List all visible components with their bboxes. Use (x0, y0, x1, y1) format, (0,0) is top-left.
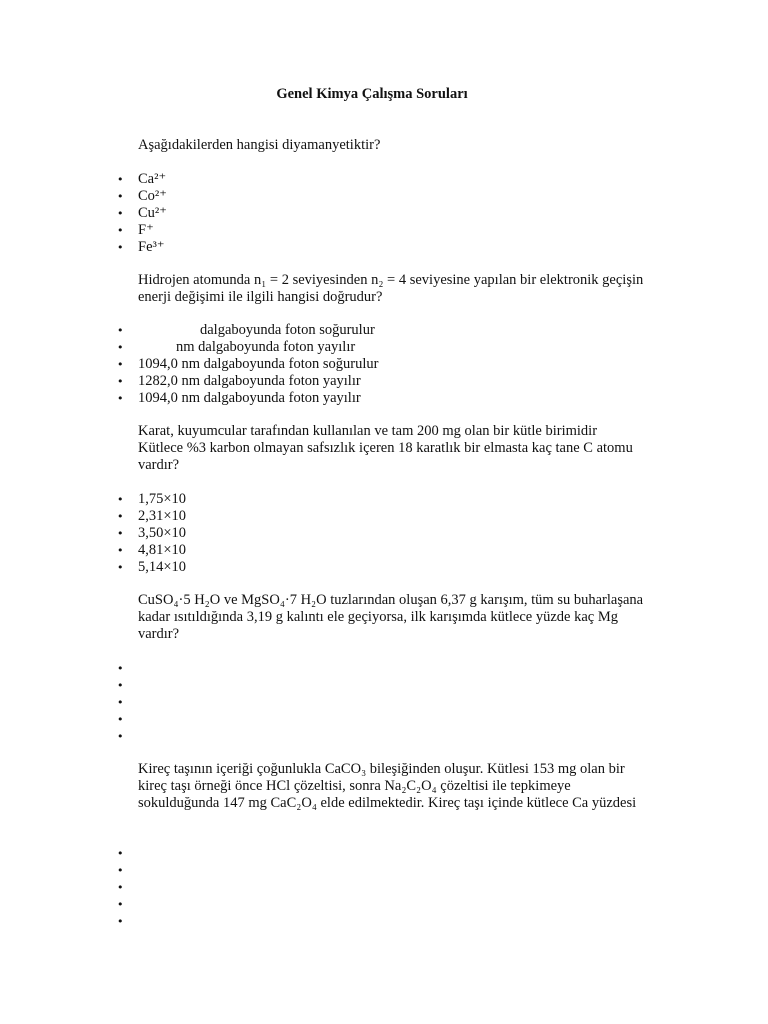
question-3-line-3: vardır? (138, 457, 180, 473)
option-item: • 3,50×10 (138, 525, 186, 542)
question-4-text (138, 592, 683, 643)
option-item: • F⁺ (138, 222, 167, 239)
question-3-text (138, 423, 683, 474)
question-3-line-1: Karat, kuyumcular tarafından kullanılan ve tam 200 mg olan bir kütle birimidir (138, 423, 598, 439)
question-1-text: Aşağıdakilerden hangisi diyamanyetiktir? (138, 137, 381, 153)
option-item: • Cu²⁺ (138, 205, 167, 222)
question-5-line-2: kireç taşı örneği önce HCl çözeltisi, sonra Na₂C₂O₄ çözeltisi ile tepkimeye (138, 778, 571, 794)
question-3-options (138, 491, 186, 576)
option-item: • 5,14×10 (138, 559, 186, 576)
question-4-line-2: kadar ısıtıldığında 3,19 g kalıntı ele geçiyorsa, ilk karışımda kütlece yüzde kaç Mg (138, 609, 618, 625)
question-3-line-2: Kütlece %3 karbon olmayan safsızlık içeren 18 karatlık bir elmasta kaç tane C atomu (138, 440, 633, 456)
question-2-line-2: enerji değişimi ile ilgili hangisi doğrudur? (138, 289, 383, 305)
question-2-text (138, 272, 683, 306)
question-4-line-3: vardır? (138, 626, 180, 642)
question-5-line-1: Kireç taşının içeriği çoğunlukla CaCO₃ bileşiğinden oluşur. Kütlesi 153 mg olan bir (138, 761, 625, 777)
question-2-options (138, 322, 378, 407)
document-title: Genel Kimya Çalışma Soruları (276, 86, 468, 102)
question-5-line-3: sokulduğunda 147 mg CaC₂O₄ elde edilmektedir. Kireç taşı içinde kütlece Ca yüzdesi (138, 795, 637, 811)
question-4-line-1: CuSO₄·5 H₂O ve MgSO₄·7 H₂O tuzlarından oluşan 6,37 g karışım, tüm su buharlaşana (138, 592, 644, 608)
option-item: • 1282,0 nm dalgaboyunda foton yayılır (138, 373, 378, 390)
question-1-options (138, 171, 167, 256)
question-5-text (138, 761, 683, 812)
option-item (138, 339, 378, 356)
option-item: • Fe³⁺ (138, 239, 167, 256)
option-item: • Ca²⁺ (138, 171, 167, 188)
option-text: nm dalgaboyunda foton yayılır (176, 339, 356, 355)
option-item: • 1094,0 nm dalgaboyunda foton soğurulur (138, 356, 378, 373)
option-item: • Co²⁺ (138, 188, 167, 205)
option-item: • 4,81×10 (138, 542, 186, 559)
option-text: dalgaboyunda foton soğurulur (200, 322, 375, 338)
option-item: • 1094,0 nm dalgaboyunda foton yayılır (138, 390, 378, 407)
option-item (138, 322, 378, 339)
question-2-line-1: Hidrojen atomunda n₁ = 2 seviyesinden n₂ = 4 seviyesine yapılan bir elektronik geçişin (138, 272, 644, 288)
option-item: • 2,31×10 (138, 508, 186, 525)
option-item: • 1,75×10 (138, 491, 186, 508)
